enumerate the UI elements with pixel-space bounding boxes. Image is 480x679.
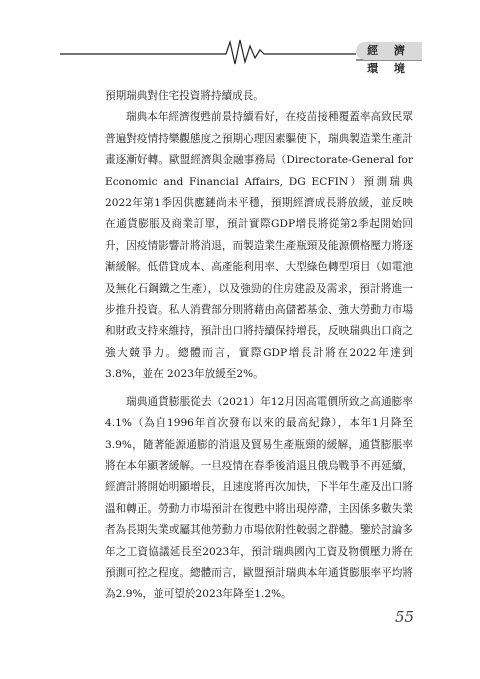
section-title: 經 濟 環 境: [356, 42, 422, 60]
paragraph-1: 預期瑞典對住宅投資將持續成長。: [105, 90, 264, 102]
paragraph-2: 瑞典本年經濟復甦前景持續看好，在疫苗接種覆蓋率高致民眾普遍對疫情持樂觀態度之預期心理因素驅使下，瑞典製造業生產計畫逐漸好轉。歐盟經濟與金融事務局（Directorate-General for Economic and Financial Affairs, DG ECFIN）預測瑞典2022年第1季因供應鏈尚未平穩，預期經濟成長將放緩，並反映在通貨膨脹及商業訂單，預計實際GDP增長將從第2季起開始回升，因疫情影響計將消退，而製造業生產瓶頸及能源價格壓力將逐漸緩解。低借貸成本、高產能利用率、大型綠色轉型項目（如電池及無化石鋼鐵之生產），以及強勁的住房建設及需求，預計將進一步推升投資。私人消費部分則將藉由高儲蓄基金、強大勞動力市場和財政支持來維持，預計出口將持續保持增長，反映瑞典出口商之強大競爭力。總體而言，實際GDP增長計將在2022年達到3.8%，並在 2023年放緩至2%。: [105, 111, 413, 381]
page-number: 55: [395, 608, 415, 626]
paragraph-3: 瑞典通貨膨脹從去（2021）年12月因高電價所致之高通膨率4.1%（為自1996年首次發布以來的最高紀錄），本年1月降至3.9%，隨著能源通膨的消退及貿易生產瓶頸的緩解，通貨膨脹率將在本年顯著緩解。一旦疫情在春季後消退且俄烏戰爭不再延續，經濟計將開始明顯增長，且速度將再次加快，下半年生產及出口將溫和轉正。勞動力市場預計在復甦中將出現停滯，主因係多數失業者為長期失業或屬其他勞動力市場依附性較弱之群體。鑒於討論多年之工資協議延長至2023年，預計瑞典國內工資及物價壓力將在預測可控之程度。總體而言，歐盟預計瑞典本年通貨膨脹率平均將為2.9%，並可望於2023年降至1.2%。: [105, 395, 413, 601]
page-header: [60, 36, 422, 75]
article-body: [105, 86, 413, 606]
